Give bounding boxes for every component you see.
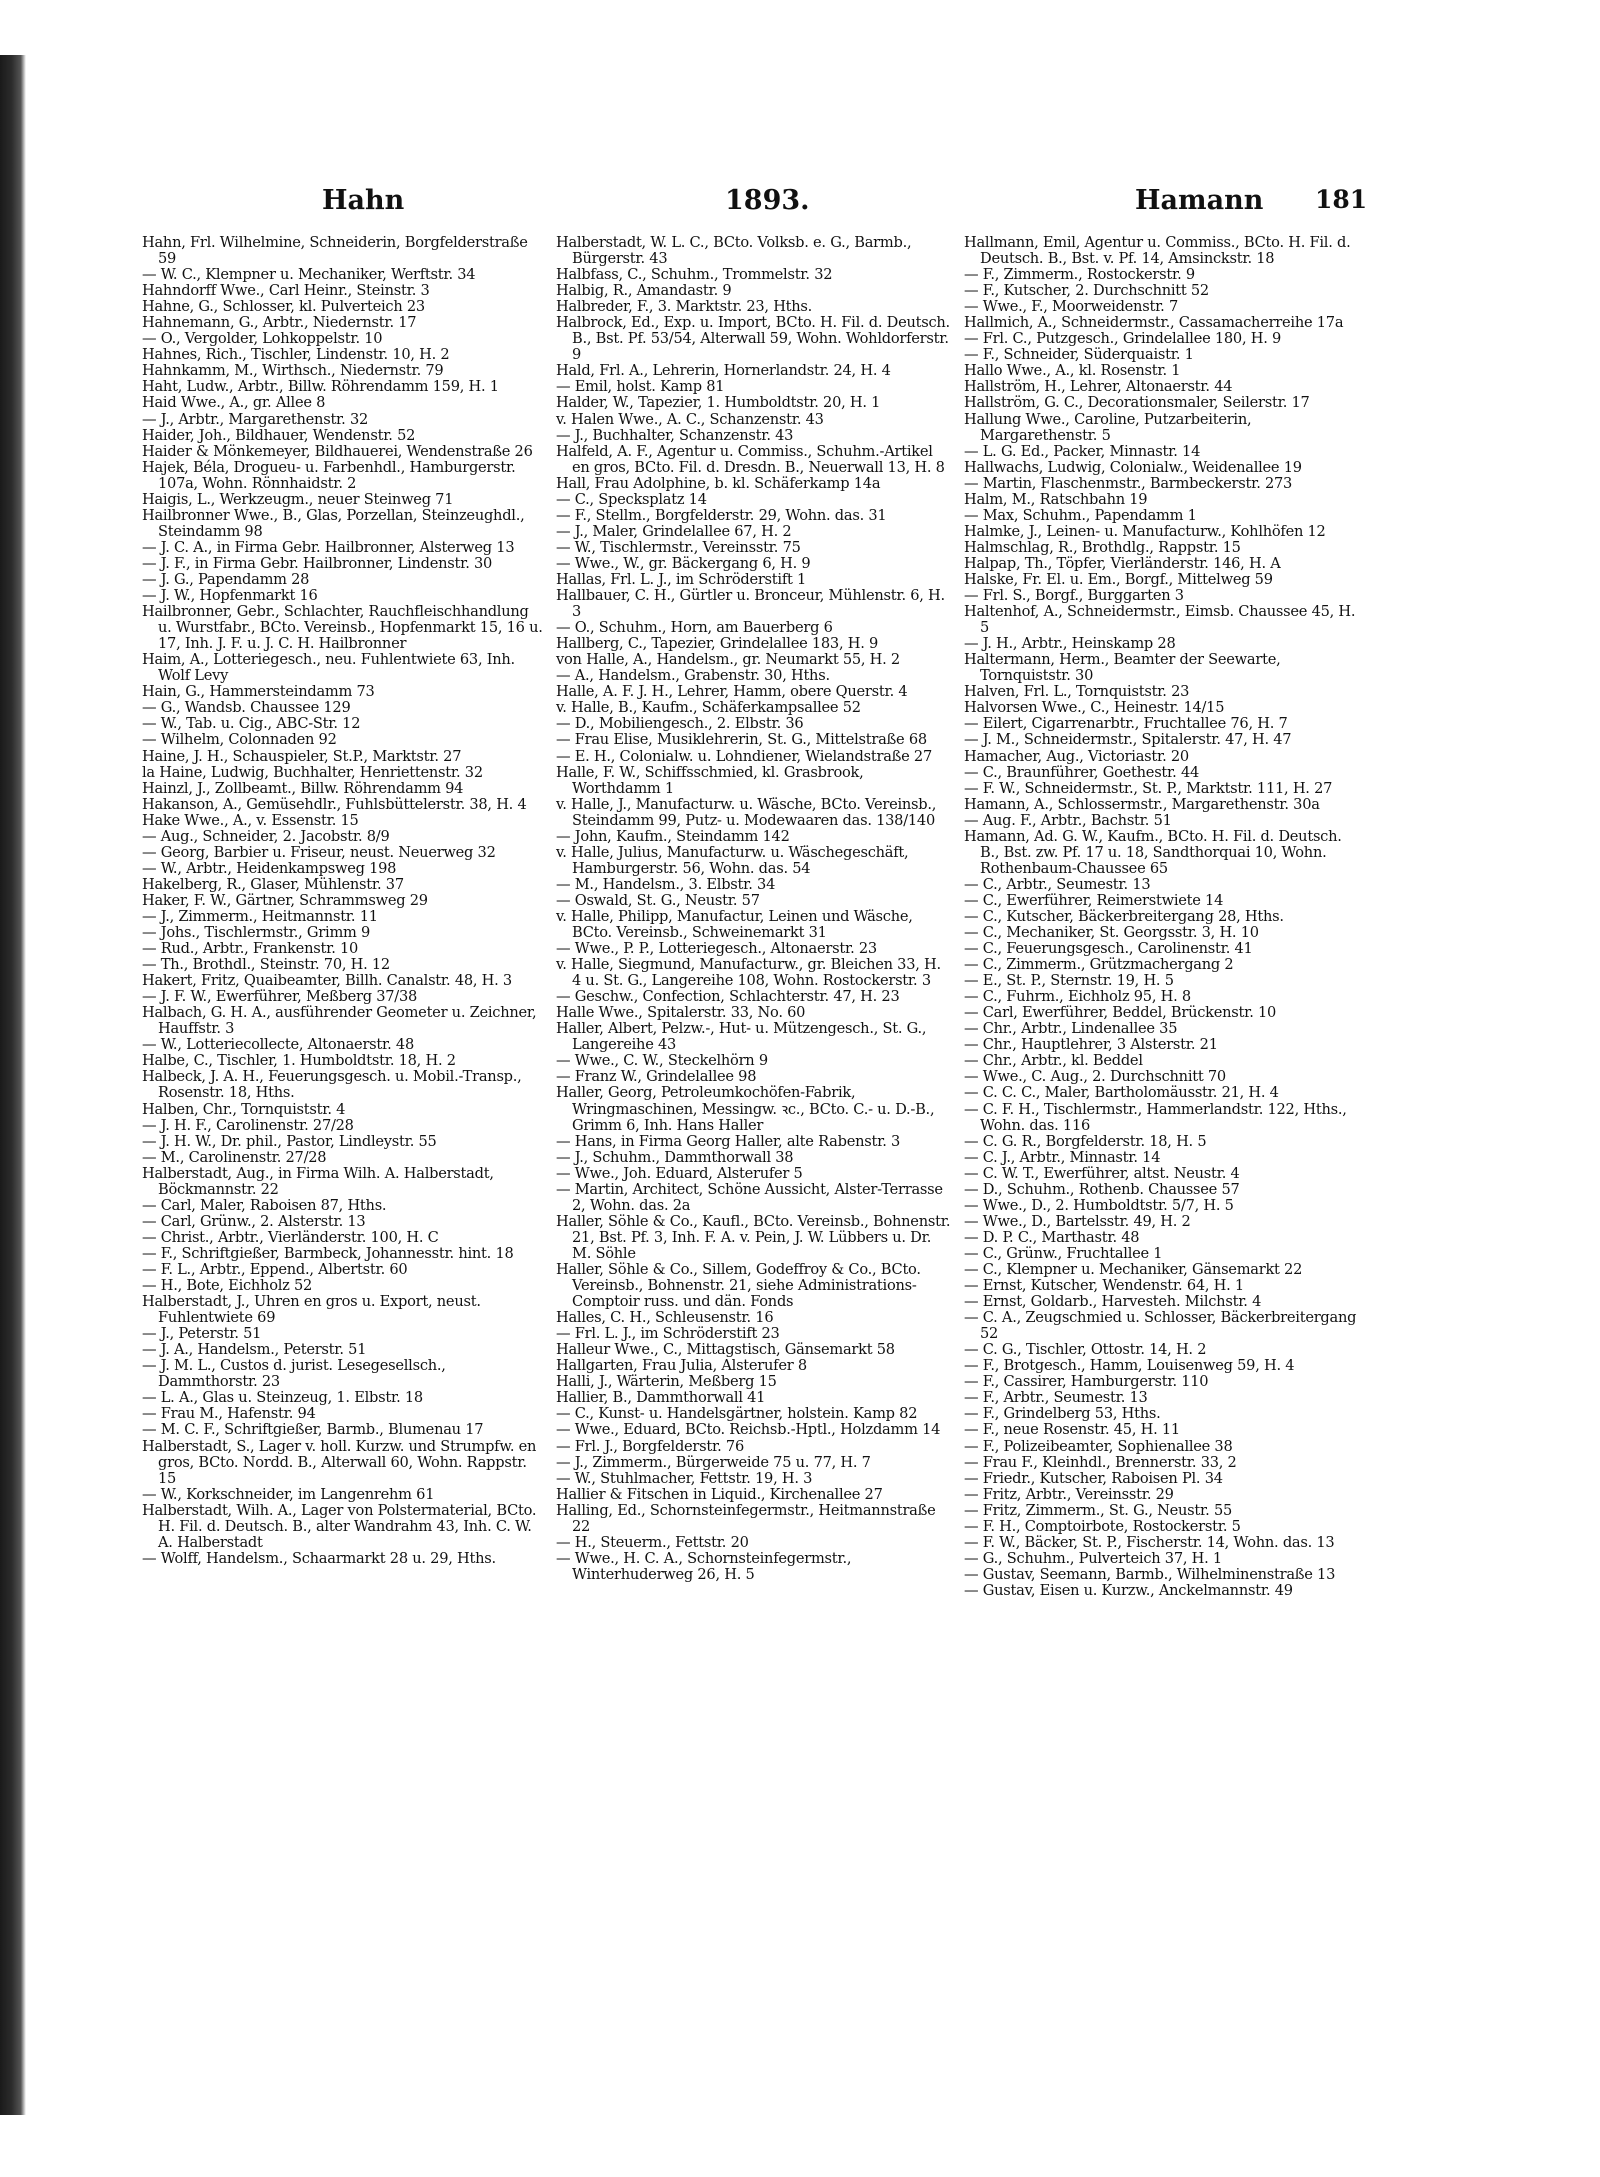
directory-entry: — M., Carolinenstr. 27/28 — [142, 1148, 327, 1166]
directory-entry: Hallo Wwe., A., kl. Rosenstr. 1 — [964, 362, 1181, 380]
book-binding-shadow — [0, 55, 26, 2115]
directory-entry: — Carl, Maler, Raboisen 87, Hths. — [142, 1196, 387, 1214]
directory-entry: Haltenhof, A., Schneidermstr., Eimsb. Chaussee 45, H. 5 — [964, 603, 1356, 637]
directory-entry: Halberstadt, J., Uhren en gros u. Export, neust. Fuhlentwiete 69 — [142, 1293, 481, 1327]
directory-entry: Hall, Frau Adolphine, b. kl. Schäferkamp 14a — [556, 474, 881, 492]
directory-entry: Haller, Söhle & Co., Sillem, Godeffroy & Co., BCto. Vereinsb., Bohnenstr. 21, siehe Administrations-Comptoir russ. und dän. Fonds — [556, 1261, 921, 1311]
directory-entry: Haim, A., Lotteriegesch., neu. Fuhlentwiete 63, Inh. Wolf Levy — [142, 651, 515, 685]
directory-entry: — Wilhelm, Colonnaden 92 — [142, 731, 337, 749]
directory-entry: — Ernst, Kutscher, Wendenstr. 64, H. 1 — [964, 1277, 1244, 1295]
directory-entry: Hamacher, Aug., Victoriastr. 20 — [964, 747, 1189, 765]
directory-entry: — Georg, Barbier u. Friseur, neust. Neuerweg 32 — [142, 843, 496, 861]
directory-entry: — F., Cassirer, Hamburgerstr. 110 — [964, 1373, 1209, 1391]
directory-entry: Haker, F. W., Gärtner, Schrammsweg 29 — [142, 891, 428, 909]
directory-entry: — F. W., Bäcker, St. P., Fischerstr. 14, Wohn. das. 13 — [964, 1533, 1335, 1551]
entry-columns — [142, 235, 1370, 1599]
directory-entry: — Max, Schuhm., Papendamm 1 — [964, 506, 1197, 524]
directory-entry: — J. G., Papendamm 28 — [142, 570, 310, 588]
directory-entry: — F., Brotgesch., Hamm, Louisenweg 59, H. 4 — [964, 1357, 1295, 1375]
directory-entry: Hamann, Ad. G. W., Kaufm., BCto. H. Fil. d. Deutsch. B., Bst. zw. Pf. 17 u. 18, Sandthorquai 10, Wohn. Rothenbaum-Chaussee 65 — [964, 827, 1342, 877]
header-left-keyword: Hahn — [322, 185, 405, 216]
directory-entry: — Eilert, Cigarrenarbtr., Fruchtallee 76, H. 7 — [964, 715, 1288, 733]
directory-entry: — Gustav, Eisen u. Kurzw., Anckelmannstr. 49 — [964, 1581, 1293, 1599]
directory-entry: Hallier, B., Dammthorwall 41 — [556, 1389, 766, 1407]
directory-entry: Hald, Frl. A., Lehrerin, Hornerlandstr. 24, H. 4 — [556, 362, 891, 380]
directory-entry: — C., Mechaniker, St. Georgsstr. 3, H. 10 — [964, 924, 1259, 942]
directory-entry: — F., Polizeibeamter, Sophienallee 38 — [964, 1437, 1233, 1455]
directory-entry: Hahne, G., Schlosser, kl. Pulverteich 23 — [142, 298, 425, 316]
directory-entry: — H., Bote, Eichholz 52 — [142, 1277, 313, 1295]
directory-entry: — Chr., Arbtr., Lindenallee 35 — [964, 1020, 1178, 1038]
directory-entry: — Emil, holst. Kamp 81 — [556, 378, 725, 396]
directory-entry: — D., Schuhm., Rothenb. Chaussee 57 — [964, 1180, 1240, 1198]
directory-entry: — Wwe., W., gr. Bäckergang 6, H. 9 — [556, 554, 811, 572]
directory-entry: Halberstadt, Wilh. A., Lager von Polstermaterial, BCto. H. Fil. d. Deutsch. B., alter Wandrahm 43, Inh. C. W. A. Halberstadt — [142, 1501, 537, 1551]
directory-entry: von Halle, A., Handelsm., gr. Neumarkt 55, H. 2 — [556, 651, 900, 669]
directory-entry: Haine, J. H., Schauspieler, St.P., Marktstr. 27 — [142, 747, 462, 765]
directory-entry: — Oswald, St. G., Neustr. 57 — [556, 891, 760, 909]
directory-page — [142, 185, 1370, 2075]
directory-entry: Halven, Frl. L., Tornquiststr. 23 — [964, 683, 1190, 701]
directory-entry: — C., Grünw., Fruchtallee 1 — [964, 1244, 1163, 1262]
directory-entry: — J. W., Hopfenmarkt 16 — [142, 587, 318, 605]
directory-entry: Halle, F. W., Schiffsschmied, kl. Grasbrook, Worthdamm 1 — [556, 763, 864, 797]
directory-entry: — C., Arbtr., Seumestr. 13 — [964, 875, 1151, 893]
directory-entry: — C., Feuerungsgesch., Carolinenstr. 41 — [964, 940, 1253, 958]
directory-entry: — Frau F., Kleinhdl., Brennerstr. 33, 2 — [964, 1453, 1237, 1471]
directory-entry: — F., Schriftgießer, Barmbeck, Johannesstr. hint. 18 — [142, 1244, 514, 1262]
directory-entry: Hallung Wwe., Caroline, Putzarbeiterin, Margarethenstr. 5 — [964, 410, 1252, 444]
directory-entry: Hamann, A., Schlossermstr., Margarethenstr. 30a — [964, 795, 1320, 813]
column-middle — [550, 235, 958, 1599]
directory-entry: — F., Stellm., Borgfelderstr. 29, Wohn. das. 31 — [556, 506, 887, 524]
directory-entry: Haltermann, Herm., Beamter der Seewarte, Tornquiststr. 30 — [964, 651, 1281, 685]
directory-entry: — D., Mobiliengesch., 2. Elbstr. 36 — [556, 715, 804, 733]
directory-entry: v. Halle, Julius, Manufacturw. u. Wäschegeschäft, Hamburgerstr. 56, Wohn. das. 54 — [556, 843, 909, 877]
directory-entry: Hailbronner Wwe., B., Glas, Porzellan, Steinzeughdl., Steindamm 98 — [142, 506, 525, 540]
directory-entry: — Martin, Architect, Schöne Aussicht, Alster-Terrasse 2, Wohn. das. 2a — [556, 1180, 943, 1214]
directory-entry: — Aug., Schneider, 2. Jacobstr. 8/9 — [142, 827, 390, 845]
directory-entry: Halske, Fr. El. u. Em., Borgf., Mittelweg 59 — [964, 570, 1273, 588]
directory-entry: — G., Wandsb. Chaussee 129 — [142, 699, 351, 717]
directory-entry: Halli, J., Wärterin, Meßberg 15 — [556, 1373, 777, 1391]
directory-entry: — J. F., in Firma Gebr. Hailbronner, Lindenstr. 30 — [142, 554, 493, 572]
directory-entry: Haigis, L., Werkzeugm., neuer Steinweg 71 — [142, 490, 454, 508]
directory-entry: Halbreder, F., 3. Marktstr. 23, Hths. — [556, 298, 813, 316]
directory-entry: Halmschlag, R., Brothdlg., Rappstr. 15 — [964, 538, 1241, 556]
directory-entry: Halberstadt, Aug., in Firma Wilh. A. Halberstadt, Böckmannstr. 22 — [142, 1164, 494, 1198]
directory-entry: — W. C., Klempner u. Mechaniker, Werftstr. 34 — [142, 266, 476, 284]
directory-entry: Halle, A. F. J. H., Lehrer, Hamm, obere Querstr. 4 — [556, 683, 908, 701]
directory-entry: — Th., Brothdl., Steinstr. 70, H. 12 — [142, 956, 390, 974]
directory-entry: Haht, Ludw., Arbtr., Billw. Röhrendamm 159, H. 1 — [142, 378, 499, 396]
directory-entry: — J. F. W., Ewerführer, Meßberg 37/38 — [142, 988, 418, 1006]
directory-entry: Haller, Albert, Pelzw.-, Hut- u. Mützengesch., St. G., Langereihe 43 — [556, 1020, 927, 1054]
directory-entry: — Frl. C., Putzgesch., Grindelallee 180, H. 9 — [964, 330, 1282, 348]
directory-entry: — W., Stuhlmacher, Fettstr. 19, H. 3 — [556, 1469, 813, 1487]
directory-entry: — J. M. L., Custos d. jurist. Lesegesellsch., Dammthorstr. 23 — [142, 1357, 446, 1391]
directory-entry: Halbrock, Ed., Exp. u. Import, BCto. H. Fil. d. Deutsch. B., Bst. Pf. 53/54, Alterwall 59, Wohn. Wohldorferstr. 9 — [556, 314, 950, 364]
directory-entry: Hakelberg, R., Glaser, Mühlenstr. 37 — [142, 875, 404, 893]
directory-entry: — J., Maler, Grindelallee 67, H. 2 — [556, 522, 792, 540]
directory-entry: v. Halen Wwe., A. C., Schanzenstr. 43 — [556, 410, 824, 428]
directory-entry: Halbach, G. H. A., ausführender Geometer u. Zeichner, Hauffstr. 3 — [142, 1004, 537, 1038]
directory-entry: — Geschw., Confection, Schlachterstr. 47, H. 23 — [556, 988, 900, 1006]
directory-entry: Haider & Mönkemeyer, Bildhauerei, Wendenstraße 26 — [142, 442, 533, 460]
directory-entry: Hallas, Frl. L. J., im Schröderstift 1 — [556, 570, 807, 588]
directory-entry: Halling, Ed., Schornsteinfegermstr., Heitmannstraße 22 — [556, 1501, 936, 1535]
directory-entry: — F., Kutscher, 2. Durchschnitt 52 — [964, 282, 1209, 300]
directory-entry: — J. M., Schneidermstr., Spitalerstr. 47, H. 47 — [964, 731, 1292, 749]
directory-entry: — F., Schneider, Süderquaistr. 1 — [964, 346, 1194, 364]
directory-entry: — E., St. P., Sternstr. 19, H. 5 — [964, 972, 1174, 990]
running-header — [142, 185, 1370, 235]
directory-entry: Hallström, H., Lehrer, Altonaerstr. 44 — [964, 378, 1233, 396]
directory-entry: — Carl, Grünw., 2. Alsterstr. 13 — [142, 1212, 366, 1230]
directory-entry: — Wwe., Joh. Eduard, Alsterufer 5 — [556, 1164, 803, 1182]
directory-entry: Hallström, G. C., Decorationsmaler, Seilerstr. 17 — [964, 394, 1310, 412]
directory-entry: — F., Grindelberg 53, Hths. — [964, 1405, 1161, 1423]
directory-entry: — F. W., Schneidermstr., St. P., Marktstr. 111, H. 27 — [964, 779, 1333, 797]
directory-entry: — Wwe., F., Moorweidenstr. 7 — [964, 298, 1178, 316]
directory-entry: Hainzl, J., Zollbeamt., Billw. Röhrendamm 94 — [142, 779, 464, 797]
directory-entry: — J. C. A., in Firma Gebr. Hailbronner, Alsterweg 13 — [142, 538, 515, 556]
directory-entry: — Chr., Hauptlehrer, 3 Alsterstr. 21 — [964, 1036, 1218, 1054]
directory-entry: — C. A., Zeugschmied u. Schlosser, Bäckerbreitergang 52 — [964, 1309, 1357, 1343]
directory-entry: — O., Schuhm., Horn, am Bauerberg 6 — [556, 619, 833, 637]
directory-entry: — Fritz, Zimmerm., St. G., Neustr. 55 — [964, 1501, 1233, 1519]
directory-entry: — H., Steuerm., Fettstr. 20 — [556, 1533, 749, 1551]
directory-entry: — C. J., Arbtr., Minnastr. 14 — [964, 1148, 1161, 1166]
directory-entry: — Fritz, Arbtr., Vereinsstr. 29 — [964, 1485, 1174, 1503]
directory-entry: — C. G. R., Borgfelderstr. 18, H. 5 — [964, 1132, 1207, 1150]
directory-entry: Hakanson, A., Gemüsehdlr., Fuhlsbüttelerstr. 38, H. 4 — [142, 795, 527, 813]
directory-entry: — W., Tab. u. Cig., ABC-Str. 12 — [142, 715, 361, 733]
directory-entry: — C., Kunst- u. Handelsgärtner, holstein. Kamp 82 — [556, 1405, 918, 1423]
directory-entry: — G., Schuhm., Pulverteich 37, H. 1 — [964, 1549, 1222, 1567]
directory-entry: Hain, G., Hammersteindamm 73 — [142, 683, 375, 701]
directory-entry: Hahnkamm, M., Wirthsch., Niedernstr. 79 — [142, 362, 444, 380]
directory-entry: Halbig, R., Amandastr. 9 — [556, 282, 732, 300]
directory-entry: Halbfass, C., Schuhm., Trommelstr. 32 — [556, 266, 833, 284]
directory-entry: Halder, W., Tapezier, 1. Humboldtstr. 20, H. 1 — [556, 394, 881, 412]
directory-entry: Halm, M., Ratschbahn 19 — [964, 490, 1148, 508]
directory-entry: Hahndorff Wwe., Carl Heinr., Steinstr. 3 — [142, 282, 430, 300]
directory-entry: v. Halle, Philipp, Manufactur, Leinen und Wäsche, BCto. Vereinsb., Schweinemarkt 31 — [556, 907, 913, 942]
directory-entry: — J. H., Arbtr., Heinskamp 28 — [964, 635, 1176, 653]
directory-entry: — Frl. J., Borgfelderstr. 76 — [556, 1437, 744, 1455]
directory-entry: Hallmann, Emil, Agentur u. Commiss., BCto. H. Fil. d. Deutsch. B., Bst. v. Pf. 14, Amsinckstr. 18 — [964, 235, 1351, 268]
directory-entry: Hahnemann, G., Arbtr., Niedernstr. 17 — [142, 314, 417, 332]
directory-entry: — C., Zimmerm., Grützmachergang 2 — [964, 956, 1234, 974]
directory-entry: — Wwe., C. Aug., 2. Durchschnitt 70 — [964, 1068, 1226, 1086]
column-left — [142, 235, 550, 1599]
header-right-keyword: Hamann — [1135, 185, 1264, 216]
directory-entry: — Christ., Arbtr., Vierländerstr. 100, H. C — [142, 1228, 439, 1246]
directory-entry: Halmke, J., Leinen- u. Manufacturw., Kohlhöfen 12 — [964, 522, 1326, 540]
directory-entry: — C., Braunführer, Goethestr. 44 — [964, 763, 1200, 781]
directory-entry: — J., Arbtr., Margarethenstr. 32 — [142, 410, 369, 428]
directory-entry: Hallwachs, Ludwig, Colonialw., Weidenallee 19 — [964, 458, 1302, 476]
directory-entry: — Wwe., Eduard, BCto. Reichsb.-Hptl., Holzdamm 14 — [556, 1421, 941, 1439]
directory-entry: Halben, Chr., Tornquiststr. 4 — [142, 1100, 346, 1118]
directory-entry: — Ernst, Goldarb., Harvestеh. Milchstr. 4 — [964, 1293, 1262, 1311]
directory-entry: — F. L., Arbtr., Eppend., Albertstr. 60 — [142, 1261, 408, 1278]
directory-entry: Hallier & Fitschen in Liquid., Kirchenallee 27 — [556, 1485, 883, 1503]
directory-entry: — J., Zimmerm., Heitmannstr. 11 — [142, 907, 378, 925]
directory-entry: — Frl. L. J., im Schröderstift 23 — [556, 1325, 780, 1343]
directory-entry: — L. A., Glas u. Steinzeug, 1. Elbstr. 18 — [142, 1389, 423, 1407]
directory-entry: — W., Korkschneider, im Langenrehm 61 — [142, 1485, 435, 1503]
directory-entry: Hakert, Fritz, Quaibeamter, Billh. Canalstr. 48, H. 3 — [142, 972, 512, 990]
directory-entry: Halle Wwe., Spitalerstr. 33, No. 60 — [556, 1004, 806, 1022]
directory-entry: Haider, Joh., Bildhauer, Wendenstr. 52 — [142, 426, 416, 444]
directory-entry: la Haine, Ludwig, Buchhalter, Henriettenstr. 32 — [142, 763, 483, 781]
directory-entry: — W., Lotteriecollecte, Altonaerstr. 48 — [142, 1036, 414, 1054]
header-year: 1893. — [725, 185, 810, 216]
directory-entry: Hahn, Frl. Wilhelmine, Schneiderin, Borgfelderstraße 59 — [142, 235, 528, 268]
directory-entry: — C. G., Tischler, Ottostr. 14, H. 2 — [964, 1341, 1207, 1359]
directory-entry: — J. H. F., Carolinenstr. 27/28 — [142, 1116, 354, 1134]
directory-entry: — Johs., Tischlermstr., Grimm 9 — [142, 924, 371, 942]
directory-entry: — D. P. C., Marthastr. 48 — [964, 1228, 1140, 1246]
directory-entry: — Wolff, Handelsm., Schaarmarkt 28 u. 29, Hths. — [142, 1549, 496, 1567]
directory-entry: Halberstadt, W. L. C., BCto. Volksb. e. G., Barmb., Bürgerstr. 43 — [556, 235, 912, 268]
directory-entry: Hallberg, C., Tapezier, Grindelallee 183, H. 9 — [556, 635, 879, 653]
directory-entry: — F. H., Comptoirbote, Rostockerstr. 5 — [964, 1517, 1241, 1535]
directory-entry: — W., Arbtr., Heidenkampsweg 198 — [142, 859, 397, 877]
directory-entry: — F., Zimmerm., Rostockerstr. 9 — [964, 266, 1195, 284]
directory-entry: — C., Ewerführer, Reimerstwiete 14 — [964, 891, 1224, 909]
directory-entry: — Frau Elise, Musiklehrerin, St. G., Mittelstraße 68 — [556, 731, 927, 749]
directory-entry: — W., Tischlermstr., Vereinsstr. 75 — [556, 538, 801, 556]
directory-entry: — John, Kaufm., Steindamm 142 — [556, 827, 790, 845]
directory-entry: Hake Wwe., A., v. Essenstr. 15 — [142, 811, 359, 829]
directory-entry: — F., Arbtr., Seumestr. 13 — [964, 1389, 1148, 1407]
directory-entry: — L. G. Ed., Packer, Minnastr. 14 — [964, 442, 1201, 460]
directory-entry: v. Halle, Siegmund, Manufacturw., gr. Bleichen 33, H. 4 u. St. G., Langereihe 108, Wohn. Rostockerstr. 3 — [556, 956, 941, 990]
directory-entry: Halberstadt, S., Lager v. holl. Kurzw. und Strumpfw. en gros, BCto. Nordd. B., Alterwall 60, Wohn. Rappstr. 15 — [142, 1437, 537, 1487]
directory-entry: — Frl. S., Borgf., Burggarten 3 — [964, 587, 1184, 605]
directory-entry: — C., Specksplatz 14 — [556, 490, 707, 508]
directory-entry: Hailbronner, Gebr., Schlachter, Rauchfleischhandlung u. Wurstfabr., BCto. Vereinsb., Hopfenmarkt 15, 16 u. 17, Inh. J. F. u. J. C. H. Hailbronner — [142, 603, 543, 653]
directory-entry: — Franz W., Grindelallee 98 — [556, 1068, 757, 1086]
directory-entry: — C. C. C., Maler, Bartholomäusstr. 21, H. 4 — [964, 1084, 1279, 1102]
directory-entry: — O., Vergolder, Lohkoppelstr. 10 — [142, 330, 383, 348]
directory-entry: Halbe, C., Tischler, 1. Humboldtstr. 18, H. 2 — [142, 1052, 456, 1070]
directory-entry: — Wwe., C. W., Steckelhörn 9 — [556, 1052, 768, 1070]
directory-entry: — Carl, Ewerführer, Beddel, Brückenstr. 10 — [964, 1004, 1277, 1022]
directory-entry: Halpap, Th., Töpfer, Vierländerstr. 146, H. A — [964, 554, 1281, 572]
directory-entry: — C., Kutscher, Bäckerbreitergang 28, Hths. — [964, 907, 1284, 925]
directory-entry: Hallbauer, C. H., Gürtler u. Bronceur, Mühlenstr. 6, H. 3 — [556, 587, 945, 621]
directory-entry: — Wwe., D., Bartelsstr. 49, H. 2 — [964, 1212, 1191, 1230]
directory-entry: — J., Schuhm., Dammthorwall 38 — [556, 1148, 794, 1166]
directory-entry: — Gustav, Seemann, Barmb., Wilhelminenstraße 13 — [964, 1565, 1336, 1583]
directory-entry: — Chr., Arbtr., kl. Beddel — [964, 1052, 1143, 1070]
directory-entry: — F., neue Rosenstr. 45, H. 11 — [964, 1421, 1180, 1439]
directory-entry: Halfeld, A. F., Agentur u. Commiss., Schuhm.-Artikel en gros, BCto. Fil. d. Dresdn. B., Neuerwall 13, H. 8 — [556, 442, 945, 476]
directory-entry: — Hans, in Firma Georg Haller, alte Rabenstr. 3 — [556, 1132, 901, 1150]
directory-entry: v. Halle, J., Manufacturw. u. Wäsche, BCto. Vereinsb., Steindamm 99, Putz- u. Modewaaren das. 138/140 — [556, 795, 937, 829]
directory-entry: — Martin, Flaschenmstr., Barmbeckerstr. 273 — [964, 474, 1293, 492]
directory-entry: — C. F. H., Tischlermstr., Hammerlandstr. 122, Hths., Wohn. das. 116 — [964, 1100, 1347, 1134]
directory-entry: — J., Zimmerm., Bürgerweide 75 u. 77, H. 7 — [556, 1453, 871, 1471]
directory-entry: — M. C. F., Schriftgießer, Barmb., Blumenau 17 — [142, 1421, 484, 1439]
directory-entry: Hajek, Béla, Drogueu- u. Farbenhdl., Hamburgerstr. 107a, Wohn. Rönnhaidstr. 2 — [142, 458, 516, 492]
directory-entry: Haid Wwe., A., gr. Allee 8 — [142, 394, 326, 412]
directory-entry: Halbeck, J. A. H., Feuerungsgesch. u. Mobil.-Transp., Rosenstr. 18, Hths. — [142, 1068, 522, 1102]
directory-entry: v. Halle, B., Kaufm., Schäferkampsallee 52 — [556, 699, 861, 717]
directory-entry: — Aug. F., Arbtr., Bachstr. 51 — [964, 811, 1172, 829]
directory-entry: Haller, Georg, Petroleumkochöfen-Fabrik, Wringmaschinen, Messingw. ꝛc., BCto. C.- u. D.-B., Grimm 6, Inh. Hans Haller — [556, 1084, 935, 1134]
directory-entry: Hahnes, Rich., Tischler, Lindenstr. 10, H. 2 — [142, 346, 450, 364]
directory-entry: Halles, C. H., Schleusenstr. 16 — [556, 1309, 774, 1327]
directory-entry: — Wwe., P. P., Lotteriegesch., Altonaerstr. 23 — [556, 940, 877, 958]
directory-entry: — A., Handelsm., Grabenstr. 30, Hths. — [556, 667, 830, 685]
directory-entry: Halvorsen Wwe., C., Heinestr. 14/15 — [964, 699, 1225, 717]
directory-entry: — J., Buchhalter, Schanzenstr. 43 — [556, 426, 794, 444]
directory-entry: — Wwe., H. C. A., Schornsteinfegermstr., Winterhuderweg 26, H. 5 — [556, 1549, 852, 1583]
column-right — [958, 235, 1366, 1599]
directory-entry: Hallmich, A., Schneidermstr., Cassamacherreihe 17a — [964, 314, 1344, 332]
directory-entry: — Rud., Arbtr., Frankenstr. 10 — [142, 940, 359, 958]
directory-entry: — J. A., Handelsm., Peterstr. 51 — [142, 1341, 367, 1359]
directory-entry: Hallgarten, Frau Julia, Alsterufer 8 — [556, 1357, 807, 1375]
directory-entry: Haller, Söhle & Co., Kaufl., BCto. Vereinsb., Bohnenstr. 21, Bst. Pf. 3, Inh. F. A. v. Pein, J. W. Lübbers u. Dr. M. Söhle — [556, 1212, 951, 1262]
page-number: 181 — [1315, 185, 1368, 214]
directory-entry: — C. W. T., Ewerführer, altst. Neustr. 4 — [964, 1164, 1240, 1182]
directory-entry: — Friedr., Kutscher, Rabоisen Pl. 34 — [964, 1469, 1223, 1487]
directory-entry: — Frau M., Hafenstr. 94 — [142, 1405, 316, 1423]
directory-entry: — C., Klempner u. Mechaniker, Gänsemarkt 22 — [964, 1261, 1303, 1278]
directory-entry: — M., Handelsm., 3. Elbstr. 34 — [556, 875, 776, 893]
directory-entry: — J. H. W., Dr. phil., Pastor, Lindleystr. 55 — [142, 1132, 437, 1150]
directory-entry: Halleur Wwe., C., Mittagstisch, Gänsemarkt 58 — [556, 1341, 895, 1359]
directory-entry: — E. H., Colonialw. u. Lohndiener, Wielandstraße 27 — [556, 747, 932, 765]
directory-entry: — Wwe., D., 2. Humboldtstr. 5/7, H. 5 — [964, 1196, 1234, 1214]
directory-entry: — C., Fuhrm., Eichholz 95, H. 8 — [964, 988, 1191, 1006]
directory-entry: — J., Peterstr. 51 — [142, 1325, 262, 1343]
